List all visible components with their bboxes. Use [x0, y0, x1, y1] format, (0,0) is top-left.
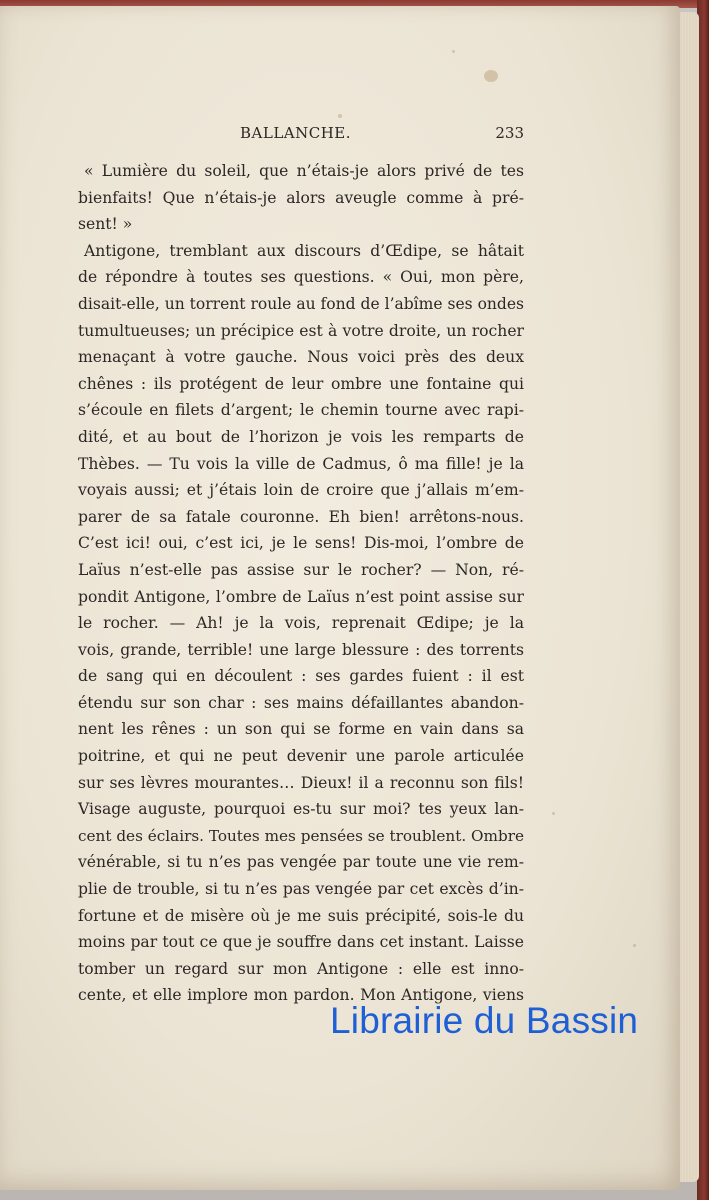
text-line: tumultueuses; un précipice est à votre droite, un rocher	[78, 321, 524, 340]
text-line: vénérable, si tu n’es pas vengée par toute une vie rem-	[78, 853, 524, 872]
text-line: menaçant à votre gauche. Nous voici près des deux	[78, 348, 524, 367]
text-line: plie de trouble, si tu n’es pas vengée par cet excès d’in-	[78, 880, 524, 899]
text-line: chênes : ils protégent de leur ombre une fontaine qui	[78, 374, 524, 393]
foxing-spot	[452, 50, 455, 53]
text-line: moins par tout ce que je souffre dans cet instant. Laisse	[78, 933, 524, 952]
foxing-spot	[484, 70, 498, 82]
text-line: bienfaits! Que n’étais-je alors aveugle comme à pré-	[78, 188, 524, 207]
text-line: poitrine, et qui ne peut devenir une parole articulée	[78, 747, 524, 766]
text-line: étendu sur son char : ses mains défaillantes abandon-	[78, 693, 524, 712]
text-line: cente, et elle implore mon pardon. Mon Antigone, viens	[78, 986, 524, 1005]
text-line: de sang qui en découlent : ses gardes fuient : il est	[78, 667, 524, 686]
text-line: parer de sa fatale couronne. Eh bien! arrêtons-nous.	[78, 507, 524, 526]
text-line: sur ses lèvres mourantes… Dieux! il a reconnu son fils!	[78, 773, 524, 792]
text-line: sent! »	[78, 215, 133, 234]
text-line: disait-elle, un torrent roule au fond de l’abîme ses ondes	[78, 294, 524, 313]
page-number: 233	[495, 124, 524, 142]
text-line: Antigone, tremblant aux discours d’Œdipe, se hâtait	[84, 241, 524, 260]
text-line: cent des éclairs. Toutes mes pensées se troublent. Ombre	[78, 826, 524, 845]
text-line: pondit Antigone, l’ombre de Laïus n’est point assise sur	[78, 587, 524, 606]
text-line: s’écoule en filets d’argent; le chemin tourne avec rapi-	[78, 401, 524, 420]
text-line: le rocher. — Ah! je la vois, reprenait Œdipe; je la	[78, 614, 524, 633]
text-line: fortune et de misère où je me suis précipité, sois-le du	[78, 906, 524, 925]
foxing-spot	[552, 812, 555, 815]
text-line: voyais aussi; et j’étais loin de croire que j’allais m’em-	[78, 481, 524, 500]
page-header	[78, 124, 524, 146]
text-line: Thèbes. — Tu vois la ville de Cadmus, ô ma fille! je la	[78, 454, 524, 473]
body-text	[78, 158, 524, 1009]
foxing-spot	[633, 944, 636, 947]
text-line: C’est ici! oui, c’est ici, je le sens! Dis-moi, l’ombre de	[78, 534, 524, 553]
text-line: Laïus n’est-elle pas assise sur le rocher? — Non, ré-	[78, 560, 524, 579]
text-line: dité, et au bout de l’horizon je vois les remparts de	[78, 427, 524, 446]
text-line: Visage auguste, pourquoi es-tu sur moi? tes yeux lan-	[78, 800, 524, 819]
text-line: de répondre à toutes ses questions. « Oui, mon père,	[78, 268, 524, 287]
running-head: BALLANCHE.	[240, 124, 352, 142]
watermark: Librairie du Bassin	[330, 1000, 639, 1041]
text-line: nent les rênes : un son qui se forme en vain dans sa	[78, 720, 524, 739]
text-line: tomber un regard sur mon Antigone : elle est inno-	[78, 959, 524, 978]
foxing-spot	[338, 114, 342, 118]
text-line: « Lumière du soleil, que n’étais-je alors privé de tes	[84, 162, 524, 180]
text-line: vois, grande, terrible! une large blessure : des torrents	[78, 640, 524, 659]
